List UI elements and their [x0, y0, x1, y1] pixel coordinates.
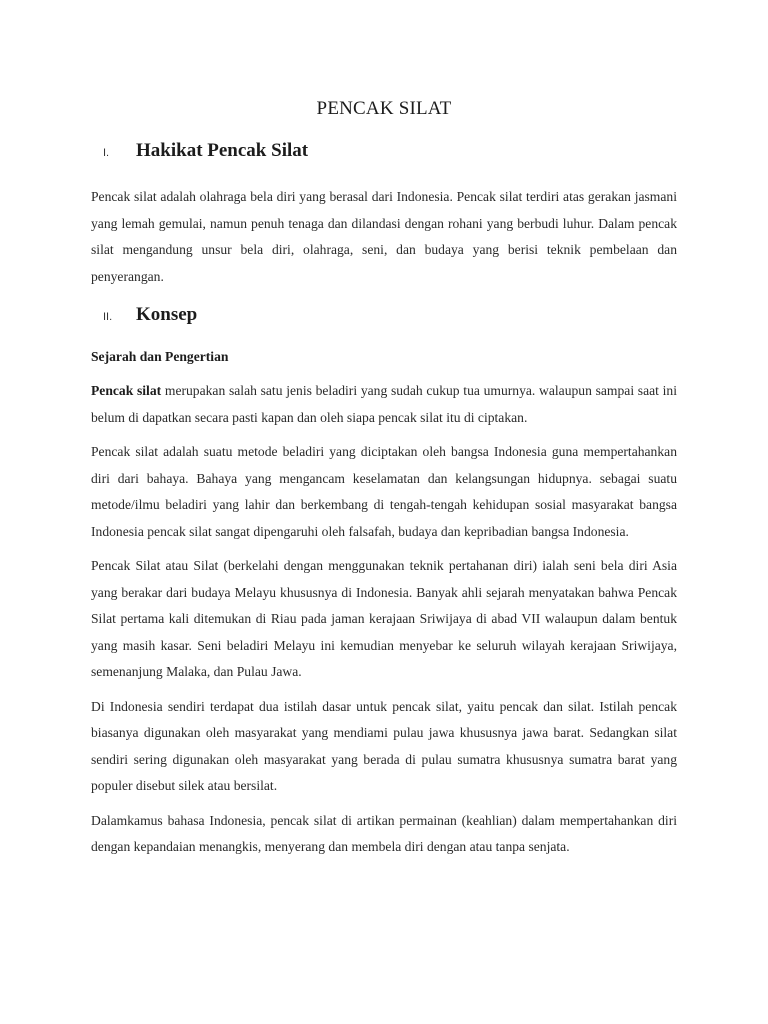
paragraph-1-text: merupakan salah satu jenis beladiri yang sudah cukup tua umurnya. walaupun sampai saat ini belum di dapatkan secara pasti kapan dan oleh siapa pencak silat itu di ciptakan.	[91, 383, 677, 425]
section-heading-text: Konsep	[136, 304, 198, 325]
document-title: PENCAK SILAT	[316, 98, 452, 119]
subheading-sejarah: Sejarah dan Pengertian	[91, 349, 229, 364]
section-numeral: II.	[103, 311, 113, 323]
section-heading-konsep	[91, 304, 677, 326]
section-numeral: I.	[103, 147, 110, 159]
paragraph-1-bold-term: Pencak silat	[91, 383, 162, 398]
paragraph-2: Pencak silat adalah suatu metode beladiri yang diciptakan oleh bangsa Indonesia guna mempertahankan diri dari bahaya. Bahaya yang mengancam keselamatan dan kelangsungan hidupnya. sebagai suatu metode/ilmu beladiri yang lahir dan berkembang di tengah-tengah kehidupan sosial masyarakat bangsa Indonesia pencak silat sangat dipengaruhi oleh falsafah, budaya dan kepribadian bangsa Indonesia.	[91, 444, 677, 539]
paragraph-4: Di Indonesia sendiri terdapat dua istilah dasar untuk pencak silat, yaitu pencak dan silat. Istilah pencak biasanya digunakan oleh masyarakat yang mendiami pulau jawa khususnya jawa barat. Sedangkan silat sendiri sering digunakan oleh masyarakat yang berada di pulau sumatra khususnya sumatra barat yang populer disebut silek atau bersilat.	[91, 698, 677, 793]
paragraph-3: Pencak Silat atau Silat (berkelahi dengan menggunakan teknik pertahanan diri) ialah seni bela diri Asia yang berakar dari budaya Melayu khususnya di Indonesia. Banyak ahli sejarah menyatakan bahwa Pencak Silat pertama kali ditemukan di Riau pada jaman kerajaan Sriwijaya di abad VII walaupun dalam bentuk yang masih kasar. Seni beladiri Melayu ini kemudian menyebar ke seluruh wilayah kerajaan Sriwijaya, semenanjung Malaka, dan Pulau Jawa.	[91, 558, 677, 679]
section-heading-hakikat	[91, 140, 677, 162]
paragraph-5: Dalamkamus bahasa Indonesia, pencak silat di artikan permainan (keahlian) dalam mempertahankan diri dengan kepandaian menangkis, menyerang dan membela diri dengan atau tanpa senjata.	[91, 812, 677, 854]
paragraph-hakikat: Pencak silat adalah olahraga bela diri yang berasal dari Indonesia. Pencak silat terdiri atas gerakan jasmani yang lemah gemulai, namun penuh tenaga dan dilandasi dengan rohani yang berbudi luhur. Dalam pencak silat mengandung unsur bela diri, olahraga, seni, dan budaya yang berisi teknik pembelaan dan penyerangan.	[91, 189, 677, 284]
section-heading-text: Hakikat Pencak Silat	[136, 140, 309, 161]
paragraph-1	[91, 378, 677, 431]
